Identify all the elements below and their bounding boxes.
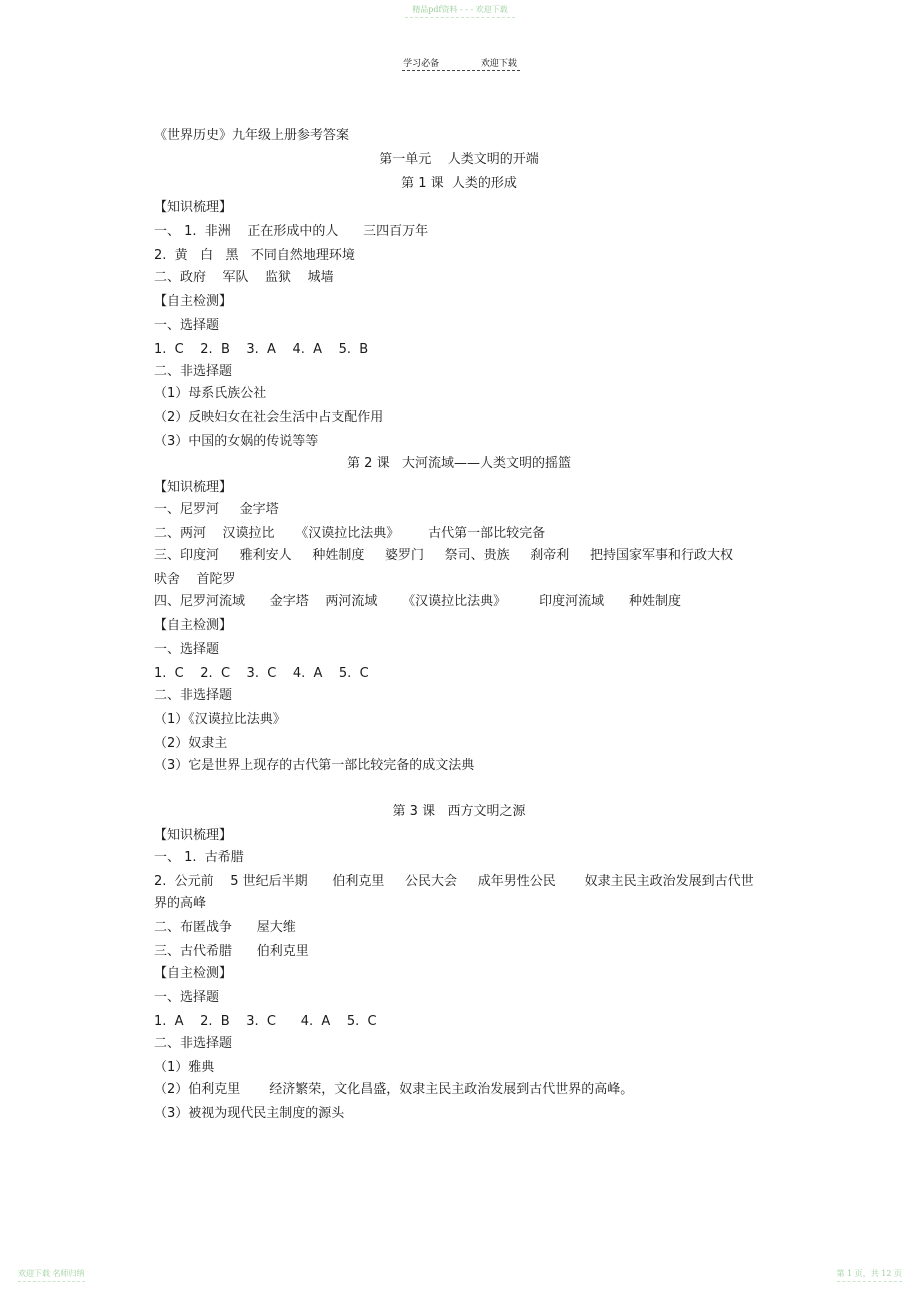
text-line: 吠舍 首陀罗 xyxy=(154,572,236,587)
text-line: 二、非选择题 xyxy=(154,688,233,703)
text-line: （1）《汉谟拉比法典》 xyxy=(154,712,286,727)
text-line: （2）伯利克里 经济繁荣，文化昌盛，奴隶主民主政治发展到古代世界的高峰。 xyxy=(154,1082,634,1097)
text-line: 2. 黄 白 黑 不同自然地理环境 xyxy=(154,248,355,263)
text-line: 二、非选择题 xyxy=(154,364,233,379)
text-line: 一、选择题 xyxy=(154,318,220,333)
text-line: 二、布匿战争 屋大维 xyxy=(154,920,296,935)
text-line: 二、非选择题 xyxy=(154,1036,233,1051)
watermark-top xyxy=(0,4,920,18)
text-line: 一、选择题 xyxy=(154,990,220,1005)
header-left: 学习必备 xyxy=(403,59,440,69)
text-line: 一、尼罗河 金字塔 xyxy=(154,502,279,517)
text-line: （3）被视为现代民主制度的源头 xyxy=(154,1106,345,1121)
text-line: 【自主检测】 xyxy=(154,966,233,981)
text-line: 一、 1. 非洲 正在形成中的人 三四百万年 xyxy=(154,224,429,239)
header-rule xyxy=(402,70,520,71)
text-line: 1. C 2. C 3. C 4. A 5. C xyxy=(154,666,369,681)
footer-left xyxy=(18,1268,85,1282)
section-heading: 第 3 课 西方文明之源 xyxy=(392,804,526,819)
text-line: 界的高峰 xyxy=(154,896,207,911)
section-heading: 第 1 课 人类的形成 xyxy=(401,176,517,191)
page-number: 第 1 页，共 12 页 xyxy=(836,1269,902,1278)
text-line: 《世界历史》九年级上册参考答案 xyxy=(154,128,350,143)
text-line: 【知识梳理】 xyxy=(154,828,233,843)
text-line: （2）奴隶主 xyxy=(154,736,228,751)
watermark-top-text: 精品pdf资料 - - - 欢迎下载 xyxy=(412,5,508,14)
section-heading: 第 2 课 大河流域——人类文明的摇篮 xyxy=(347,456,571,471)
footer-left-text: 欢迎下载 名师归纳 xyxy=(18,1269,85,1278)
text-line: 一、选择题 xyxy=(154,642,220,657)
text-line: （3）它是世界上现存的古代第一部比较完备的成文法典 xyxy=(154,758,475,773)
text-line: 四、尼罗河流域 金字塔 两河流域 《汉谟拉比法典》 印度河流域 种姓制度 xyxy=(154,594,681,609)
text-line: 一、 1. 古希腊 xyxy=(154,850,244,865)
text-line: 2. 公元前 5 世纪后半期 伯利克里 公民大会 成年男性公民 奴隶主民主政治发展到古代世 xyxy=(154,874,754,889)
text-line: 1. A 2. B 3. C 4. A 5. C xyxy=(154,1014,377,1029)
header-right: 欢迎下载 xyxy=(480,59,517,69)
text-line: 【知识梳理】 xyxy=(154,200,233,215)
page-header xyxy=(0,56,920,69)
text-line: 【知识梳理】 xyxy=(154,480,233,495)
text-line: （3）中国的女娲的传说等等 xyxy=(154,434,319,449)
text-line: 二、两河 汉谟拉比 《汉谟拉比法典》 古代第一部比较完备 xyxy=(154,526,546,541)
text-line: 二、政府 军队 监狱 城墙 xyxy=(154,270,334,285)
text-line: （1）母系氏族公社 xyxy=(154,386,267,401)
text-line: 【自主检测】 xyxy=(154,294,233,309)
text-line: 三、印度河 雅利安人 种姓制度 婆罗门 祭司、贵族 刹帝利 把持国家军事和行政大权 xyxy=(154,548,733,563)
text-line: （2）反映妇女在社会生活中占支配作用 xyxy=(154,410,384,425)
text-line: 三、古代希腊 伯利克里 xyxy=(154,944,309,959)
footer-right xyxy=(837,1268,902,1282)
text-line: 【自主检测】 xyxy=(154,618,233,633)
text-line: 1. C 2. B 3. A 4. A 5. B xyxy=(154,342,369,357)
section-heading: 第一单元 人类文明的开端 xyxy=(379,152,539,167)
text-line: （1）雅典 xyxy=(154,1060,215,1075)
